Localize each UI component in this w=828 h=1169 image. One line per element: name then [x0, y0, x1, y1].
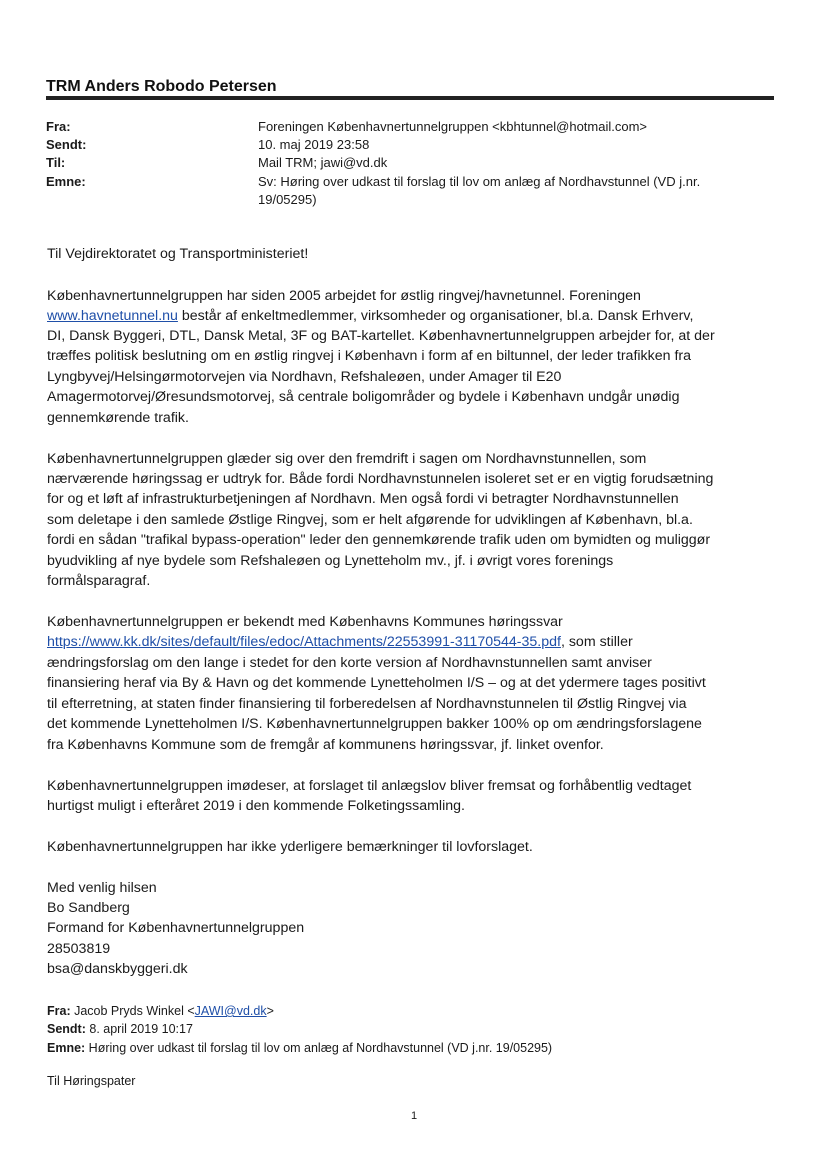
to-value: Mail TRM; jawi@vd.dk	[258, 155, 388, 170]
greeting-2: Til Høringspater	[47, 1074, 136, 1088]
p3-line-rest: , som stiller	[560, 634, 633, 650]
subject-label: Emne:	[46, 174, 86, 189]
p1-line	[47, 306, 767, 327]
p4-line: Københavnertunnelgruppen imødeser, at forslaget til anlægslov bliver fremsat og forhåbentlig vedtaget	[47, 778, 692, 794]
fwd-from-row	[47, 1002, 274, 1020]
kk-hoeringssvar-link[interactable]: https://www.kk.dk/sites/default/files/edoc/Attachments/22553991-31170544-35.pdf	[47, 634, 561, 650]
signature-title: Formand for Københavnertunnelgruppen	[47, 920, 305, 936]
greeting: Til Vejdirektoratet og Transportministeriet!	[47, 246, 309, 262]
p2-line: for og et løft af infrastrukturbetjeningen af Nordhavn. Men også fordi vi betragter Nordhavnstunnellen	[47, 491, 679, 507]
signature-name: Bo Sandberg	[47, 900, 130, 916]
fwd-from-label: Fra:	[47, 1004, 71, 1018]
paragraph-5: Københavnertunnelgruppen har ikke yderligere bemærkninger til lovforslaget.	[47, 839, 533, 855]
to-label: Til:	[46, 155, 66, 170]
fwd-sent-value: 8. april 2019 10:17	[85, 1022, 193, 1036]
fwd-subject-label: Emne:	[47, 1041, 86, 1055]
p1-line-rest: består af enkeltmedlemmer, virksomheder og organisationer, bl.a. Dansk Erhverv,	[177, 308, 694, 324]
p2-line: fordi en sådan "trafikal bypass-operation" leder den gennemkørende trafik uden om bymidten og muliggør	[47, 532, 711, 548]
p3-line: til efterretning, at staten finder finansiering til forberedelsen af Nordhavnstunnelen til Østlig Ringvej via	[47, 696, 687, 712]
p2-line: Københavnertunnelgruppen glæder sig over den fremdrift i sagen om Nordhavnstunnellen, som	[47, 451, 647, 467]
p2-line: formålsparagraf.	[47, 573, 151, 589]
fwd-from-close: >	[266, 1004, 274, 1018]
subject-value-line1: Sv: Høring over udkast til forslag til lov om anlæg af Nordhavstunnel (VD j.nr.	[258, 174, 701, 189]
p2-line: nærværende høringssag er udtryk for. Både fordi Nordhavnstunnelen isoleret set er en vigtig forudsætning	[47, 471, 714, 487]
signature-closing: Med venlig hilsen	[47, 880, 157, 896]
p3-line: fra Københavns Kommune som de fremgår af kommunens høringssvar, jf. linket ovenfor.	[47, 737, 604, 753]
p1-line: Amagermotorvej/Øresundsmotorvej, så centrale boligområder og bydele i København undgår unødig	[47, 389, 680, 405]
p1-line: træffes politisk beslutning om en østlig ringvej i København i form af en biltunnel, der leder trafikken fra	[47, 348, 692, 364]
fwd-subject-value: Høring over udkast til forslag til lov om anlæg af Nordhavstunnel (VD j.nr. 19/05295)	[85, 1041, 553, 1055]
signature-email: bsa@danskbyggeri.dk	[47, 961, 188, 977]
from-value: Foreningen Københavnertunnelgruppen <kbhtunnel@hotmail.com>	[258, 119, 648, 134]
fwd-subject-row	[47, 1039, 552, 1057]
p3-line: finansiering heraf via By & Havn og det kommende Lynetteholmen I/S – og at det ydermere tages positivt	[47, 675, 706, 691]
page-number: 1	[410, 1110, 418, 1122]
p2-line: byudvikling af nye bydele som Refshaleøen og Lynetteholm mv., jf. i øvrigt vores forenings	[47, 553, 614, 569]
sent-value: 10. maj 2019 23:58	[258, 137, 370, 152]
p3-line: det kommende Lynetteholmen I/S. Københavnertunnelgruppen bakker 100% op om ændringsforslagene	[47, 716, 702, 732]
p1-line: Københavnertunnelgruppen har siden 2005 arbejdet for østlig ringvej/havnetunnel. Foreningen	[47, 288, 641, 304]
fwd-from-name: Jacob Pryds Winkel <	[70, 1004, 195, 1018]
from-label: Fra:	[46, 119, 71, 134]
p3-line: ændringsforslag om den lange i stedet for den korte version af Nordhavnstunnellen samt anviser	[47, 655, 652, 671]
fwd-from-email-link[interactable]: JAWI@vd.dk	[194, 1004, 267, 1018]
p1-line: DI, Dansk Byggeri, DTL, Dansk Metal, 3F og BAT-kartellet. Københavnertunnelgruppen arbejder for, at der	[47, 328, 715, 344]
sender-name: TRM Anders Robodo Petersen	[46, 78, 277, 95]
header-rule	[46, 96, 774, 100]
p2-line: som deletape i den samlede Østlige Ringvej, som er helt afgørende for udviklingen af København, bl.a.	[47, 512, 693, 528]
signature-phone: 28503819	[47, 941, 111, 957]
fwd-sent-row	[47, 1020, 193, 1038]
sent-label: Sendt:	[46, 137, 87, 152]
p1-line: gennemkørende trafik.	[47, 410, 189, 426]
havnetunnel-link[interactable]: www.havnetunnel.nu	[47, 308, 178, 324]
p1-line: Lyngbyvej/Helsingørmotorvejen via Nordhavn, Refshaleøen, under Amager til E20	[47, 369, 562, 385]
fwd-sent-label: Sendt:	[47, 1022, 86, 1036]
p3-line	[47, 632, 767, 653]
p3-line: Københavnertunnelgruppen er bekendt med Københavns Kommunes høringssvar	[47, 614, 563, 630]
p4-line: hurtigst muligt i efteråret 2019 i den kommende Folketingssamling.	[47, 798, 465, 814]
subject-value-line2: 19/05295)	[258, 192, 317, 207]
